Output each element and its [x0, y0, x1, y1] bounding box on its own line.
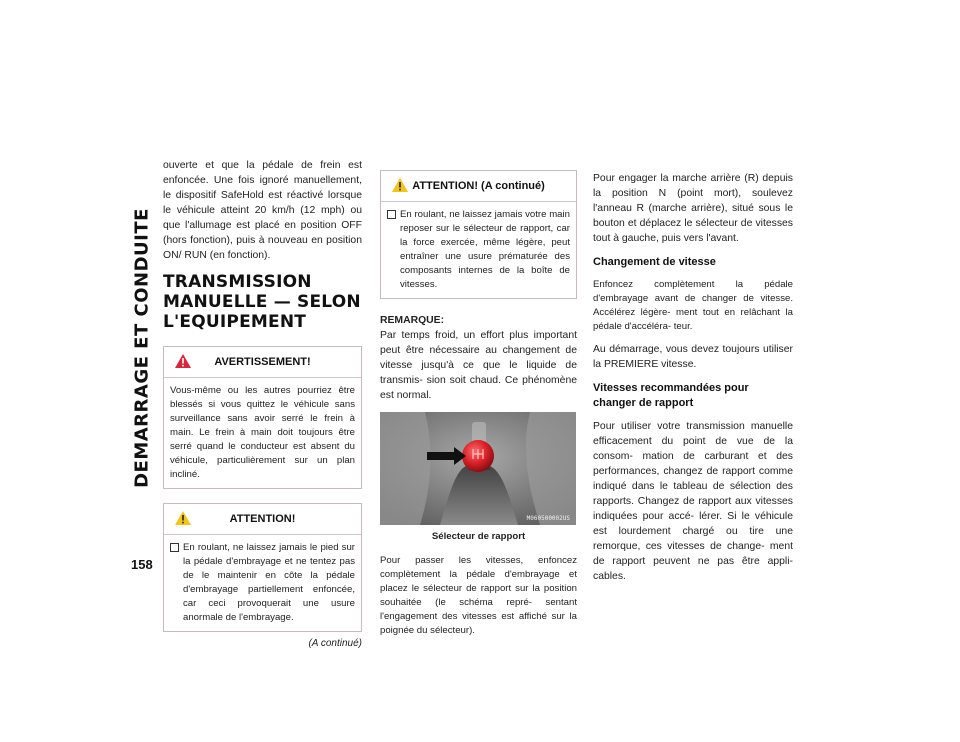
warning-header	[164, 347, 361, 378]
bullet-square-icon	[387, 210, 396, 219]
page-number: 158	[131, 557, 153, 572]
remark-title: REMARQUE:	[380, 315, 445, 326]
remark-text: Par temps froid, un effort plus important peut être nécessaire au changement de vitesse jusqu'à ce que le liquide de transmis- sion soit chaud. Ce phénomène est normal.	[380, 330, 577, 401]
caution-continued-title: ATTENTION! (A continué)	[412, 180, 545, 192]
chapter-title: DEMARRAGE ET CONDUITE	[131, 208, 153, 488]
caution-continued-bullet	[387, 208, 570, 292]
first-gear-paragraph: Au démarrage, vous devez toujours utiliser la PREMIERE vitesse.	[593, 344, 793, 370]
caution-continued-header	[381, 171, 576, 202]
gear-selector-photo	[380, 412, 576, 525]
recommended-speeds-paragraph: Pour utiliser votre transmission manuelle efficacement du point de vue de la consom- mation de carburant et des performances, changez de rapport comme indiqué dans le tableau de sélection des rapports. Changez de rapport aux vitesses indiquées pour accé- lérer. Si le véhicule est lourdement chargé ou tire une remorque, ces vitesses de change- ment de rapport peuvent ne pas être appli- cables.	[593, 421, 793, 582]
warning-text: Vous-même ou les autres pourriez être blessés si vous quittez le véhicule sans surveillance sans avoir serré le frein à main. Le frein à main doit toujours être serré quand le conducteur est absent du véhicule, particulièrement sur un plan incliné.	[170, 385, 355, 480]
warning-title: AVERTISSEMENT!	[214, 356, 311, 368]
column-2	[380, 170, 577, 646]
caution-header	[164, 504, 361, 535]
caution-box	[163, 503, 362, 632]
column-3	[593, 171, 793, 593]
shifting-paragraph: Enfoncez complètement la pédale d'embrayage avant de changer de vitesse. Accélérez légère- ment tout en relâchant la pédale d'accéléra- teur.	[593, 279, 793, 332]
caution-body	[164, 535, 361, 631]
section-title: TRANSMISSION MANUELLE — SELON L'EQUIPEMENT	[163, 272, 361, 332]
caution-title: ATTENTION!	[229, 513, 296, 525]
image-code: M060500002US	[526, 515, 570, 522]
warning-box	[163, 346, 362, 489]
bullet-square-icon	[170, 543, 179, 552]
gear-selector-illustration	[380, 412, 576, 525]
shift-instructions: Pour passer les vitesses, enfoncez complètement la pédale d'embrayage et placez le sélecteur de rapport sur la position souhaitée (le schéma repré- sentant l'engagement des vitesses est affiché sur la poignée du sélecteur).	[380, 555, 577, 636]
caution-continued-body	[381, 202, 576, 298]
column-1	[163, 158, 362, 651]
caution-continued-box	[380, 170, 577, 299]
subheading-shifting: Changement de vitesse	[593, 256, 716, 268]
subheading-recommended-speeds: Vitesses recommandées pour changer de rapport	[593, 382, 749, 409]
continued-note: (A continué)	[308, 638, 362, 649]
warning-triangle-icon	[174, 353, 192, 369]
chapter-side-tab	[131, 158, 153, 538]
caution-bullet	[170, 541, 355, 625]
intro-paragraph: ouverte et que la pédale de frein est enfoncée. Une fois ignoré manuellement, le dispositif SafeHold est réactivé lorsque le véhicule atteint 20 km/h (12 mph) ou que l'allumage est placé en position OFF (hors fonction), puis à nouveau en position ON/ RUN (en fonction).	[163, 160, 362, 261]
image-caption: Sélecteur de rapport	[431, 531, 526, 542]
caution-bullet-text: En roulant, ne laissez jamais le pied sur la pédale d'embrayage et ne tentez pas de le maintenir en côte la pédale d'embrayage partiellement enfoncée, car ceci provoquerait une usure anormale de l'embrayage.	[183, 542, 355, 623]
caution-continued-bullet-text: En roulant, ne laissez jamais votre main reposer sur le sélecteur de rapport, car la force exercée, même légère, peut entraîner une usure prématurée des composants internes de la boîte de vitesses.	[400, 209, 570, 290]
caution-triangle-icon	[174, 510, 192, 526]
caution-triangle-icon	[391, 177, 409, 193]
reverse-paragraph: Pour engager la marche arrière (R) depuis la position N (point mort), soulevez l'anneau R (marche arrière), situé sous le bouton et déplacez le sélecteur de vitesses tout à gauche, puis vers l'avant.	[593, 173, 793, 244]
